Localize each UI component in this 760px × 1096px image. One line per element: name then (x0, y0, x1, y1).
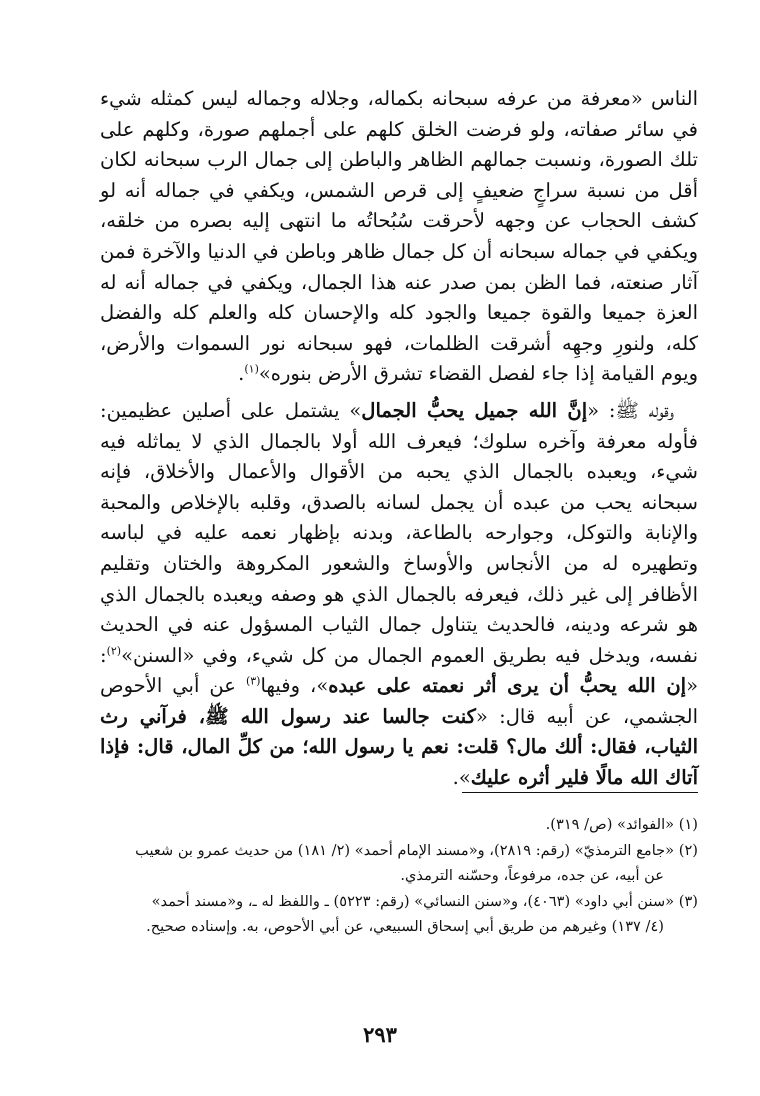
paragraph-1-end: . (238, 362, 245, 386)
paragraph-2-text-c: : « (100, 643, 698, 698)
hadith-quote-3: كنت جالسا عند رسول الله ﷺ، فرآني رث الثياب، فقال: ألك مال؟ قلت: نعم يا رسول الله؛ من كلِّ المال، قال: فإذا آتاك الله مالًا فلير أثره عليك (100, 704, 698, 790)
paragraph-1 (100, 84, 698, 390)
footnote-ref-3: (٣) (245, 674, 261, 688)
footnote-2-continued (100, 863, 698, 889)
footnote-3 (100, 889, 698, 915)
footnote-2 (100, 838, 698, 864)
footnote-text: «جامع الترمذيّ» (رقم: ٢٨١٩)، و«مسند الإمام أحمد» (٢/ ١٨١) من حديث عمرو بن شعيب (135, 841, 675, 859)
footnote-text-continued: (٤/ ١٣٧) وغيرهم من طريق أبي إسحاق السبيعي، عن أبي الأحوص، به. وإسناده صحيح. (146, 918, 664, 936)
footnote-divider (462, 792, 698, 793)
footnote-number: (١) (678, 816, 698, 833)
paragraph-2-text-a: وقوله ﷺ: « (587, 398, 674, 422)
footnote-text: «سنن أبي داود» (٤٠٦٣)، و«سنن النسائي» (رقم: ٥٢٢٣) ـ واللفظ له ـ، و«مسند أحمد» (151, 892, 675, 910)
footnotes (100, 812, 698, 940)
hadith-quote-2: إن الله يحبُّ أن يرى أثر نعمته على عبده (328, 674, 687, 698)
footnote-text-continued: عن أبيه، عن جده، مرفوعاً، وحسّنه الترمذي. (400, 867, 664, 885)
footnote-number: (٢) (678, 841, 698, 859)
paragraph-2-text-e: عن أبي الأحوص الجشمي، عن أبيه قال: « (100, 674, 698, 728)
paragraph-2-text-b: » يشتمل على أصلين عظيمين: فأوله معرفة وآخره سلوك؛ فيعرف الله أولا بالجمال الذي لا يماثله فيه شيء، ويعبده بالجمال الذي يحبه من الأقوال والأعمال والأخلاق، فإنه سبحانه يحب من عبده أن يجمل لسانه بالصدق، وقلبه بالإخلاص والمحبة والإنابة والتوكل، وجوارحه بالطاعة، وبدنه بإظهار نعمه عليه في لباسه وتطهيره له من الأنجاس والأوساخ والشعور المكروهة والختان وتقليم الأظافر إلى غير ذلك، فيعرفه بالجمال الذي هو وصفه ويعبده بالجمال الذي هو شرعه ودينه، فالحديث يتناول جمال الثياب المسؤول عنه في الحديث نفسه، ويدخل فيه بطريق العموم الجمال من كل شيء، وفي «السنن» (100, 398, 698, 667)
paragraph-2-text-f: ». (452, 766, 471, 790)
main-text (100, 84, 698, 794)
footnote-3-continued (100, 914, 698, 940)
footnote-text: «الفوائد» (ص/ ٣١٩). (545, 816, 675, 833)
page-body (100, 84, 698, 794)
footnote-ref-2: (٢) (106, 644, 122, 658)
paragraph-1-text: الناس «معرفة من عرفه سبحانه بكماله، وجلاله وجماله ليس كمثله شيء في سائر صفاته، ولو فرضت الخلق كلهم على أجملهم صورة، وكلهم على تلك الصورة، ونسبت جمالهم الظاهر والباطن إلى جمال الرب سبحانه لكان أقل من نسبة سراجٍ ضعيفٍ إلى قرص الشمس، ويكفي في جماله أنه لو كشف الحجاب عن وجهه لأحرقت سُبُحاتُه ما انتهى إليه بصره من خلقه، ويكفي في جماله سبحانه أن كل جمال ظاهر وباطن في الدنيا والآخرة فمن آثار صنعته، فما الظن بمن صدر عنه هذا الجمال، ويكفي في جماله أنه له العزة جميعا والقوة جميعا والجود كله والإحسان كله والعلم كله والفضل كله، ولنورِ وجهِه أشرقت الظلمات، فهو سبحانه نور السموات والأرض، ويوم القيامة إذا جاء لفصل القضاء تشرق الأرض بنوره» (100, 87, 698, 386)
paragraph-2 (100, 396, 698, 794)
footnote-ref-1: (١) (244, 362, 259, 376)
hadith-quote-1: إنَّ الله جميل يحبُّ الجمال (361, 398, 588, 422)
footnote-number: (٣) (678, 892, 698, 910)
paragraph-2-text-d: »، وفيها (260, 674, 329, 698)
page-number: ٢٩٣ (363, 1022, 397, 1047)
footnote-1 (100, 812, 698, 838)
